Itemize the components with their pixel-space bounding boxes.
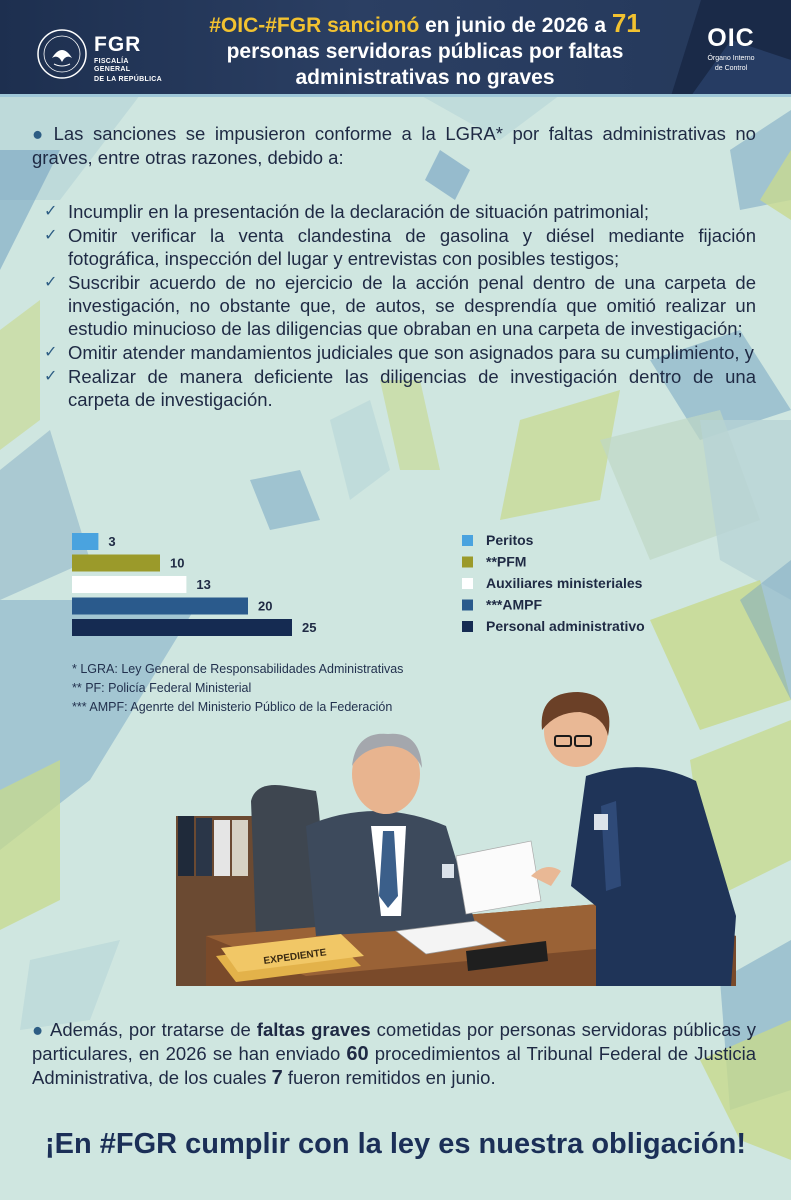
closing-paragraph — [32, 1018, 756, 1090]
sanctions-bar-chart — [60, 525, 700, 655]
closing-number-procedimientos: 60 — [346, 1043, 369, 1065]
legend-label-0: Peritos — [486, 532, 534, 548]
bar-1 — [72, 555, 160, 572]
bullet-dot-icon: ● — [32, 123, 48, 144]
legend-label-2: Auxiliares ministeriales — [486, 575, 643, 591]
list-item — [44, 365, 756, 411]
reason-text: Omitir verificar la venta clandestina de gasolina y diésel mediante fijación fotográfica, inspección del lugar y entrevistas con posibles testigos; — [68, 225, 756, 269]
list-item — [44, 341, 756, 364]
closing-text-2: cometidas por personas servidoras públicas y particulares, en 2026 se han enviado — [32, 1019, 756, 1064]
reason-text: Suscribir acuerdo de no ejercicio de la acción penal dentro de una carpeta de investigación, no obstante que, de autos, se desprendía que omitió realizar un estudio minucioso de las diligencias que obraban en una carpeta de investigación; — [68, 272, 756, 339]
page-title — [190, 10, 660, 91]
oic-logo-text: OIC — [707, 24, 755, 52]
mexico-seal-icon — [36, 28, 88, 80]
legend-swatch-1 — [462, 557, 473, 568]
office-illustration — [176, 686, 756, 991]
bar-value-label-0: 3 — [108, 534, 116, 549]
legend-label-3: ***AMPF — [486, 596, 543, 613]
list-item — [44, 224, 756, 270]
title-part1: en junio de 2026 a — [419, 14, 612, 37]
bar-value-label-1: 10 — [170, 555, 185, 571]
bar-value-label-4: 25 — [302, 620, 317, 635]
title-number: 71 — [611, 8, 641, 38]
fgr-logo-subtitle-1: FISCALÍA GENERAL — [94, 58, 131, 73]
legend-label-4: Personal administrativo — [486, 618, 645, 634]
legend-swatch-0 — [462, 535, 473, 546]
bar-2 — [72, 576, 186, 593]
check-icon: ✓ — [44, 227, 58, 244]
footnote-pfm: ** PF: Policía Federal Ministerial — [72, 681, 252, 695]
reason-text: Omitir atender mandamientos judiciales que son asignados para su cumplimiento, y — [68, 342, 754, 363]
bullet-dot-icon: ● — [32, 1019, 44, 1040]
check-icon: ✓ — [44, 274, 58, 291]
legend-swatch-4 — [462, 621, 473, 632]
intro-text: Las sanciones se impusieron conforme a la LGRA* por faltas administrativas no graves, entre otras razones, debido a: — [32, 123, 756, 168]
footnote-ampf: *** AMPF: Agenrte del Ministerio Público de la Federación — [72, 700, 393, 714]
fgr-logo-subtitle-2: DE LA REPÚBLICA — [94, 76, 163, 83]
bar-3 — [72, 598, 248, 615]
check-icon: ✓ — [44, 368, 58, 385]
check-icon: ✓ — [44, 344, 58, 361]
reason-text: Realizar de manera deficiente las diligencias de investigación dentro de una carpeta de investigación. — [68, 366, 756, 410]
check-icon: ✓ — [44, 203, 58, 220]
oic-logo — [691, 24, 771, 73]
intro-paragraph — [32, 122, 756, 170]
closing-bold-faltas-graves: faltas graves — [256, 1019, 371, 1040]
header-divider — [0, 94, 791, 97]
fgr-logo-text: FGR — [94, 33, 142, 56]
slogan: ¡En #FGR cumplir con la ley es nuestra obligación! — [45, 1128, 746, 1160]
closing-text-3: procedimientos al Tribunal Federal de Justicia Administrativa, de los cuales — [32, 1043, 756, 1088]
footnote-lgra: * LGRA: Ley General de Responsabilidades Administrativas — [72, 662, 404, 676]
legend-label-1: **PFM — [486, 553, 527, 570]
closing-text-1: Además, por tratarse de — [49, 1019, 257, 1040]
fgr-logo — [94, 34, 164, 84]
bar-value-label-2: 13 — [196, 577, 211, 592]
closing-number-junio: 7 — [271, 1067, 283, 1089]
bar-value-label-3: 20 — [258, 598, 273, 614]
folder-label: EXPEDIENTE — [262, 947, 328, 967]
bar-0 — [72, 533, 98, 550]
list-item — [44, 200, 756, 223]
reasons-list — [44, 200, 756, 412]
illustration-man — [306, 734, 476, 936]
closing-text-4: fueron remitidos en junio. — [282, 1067, 496, 1088]
legend-swatch-3 — [462, 600, 473, 611]
header-banner — [0, 0, 791, 96]
oic-logo-subtitle-1: Órgano Interno — [707, 55, 755, 62]
oic-logo-subtitle-2: de Control — [714, 65, 748, 72]
title-part2: personas servidoras públicas por faltas administrativas no graves — [226, 40, 624, 89]
title-hashtags: #OIC-#FGR sancionó — [209, 14, 420, 37]
bar-4 — [72, 619, 292, 636]
list-item — [44, 271, 756, 340]
legend-swatch-2 — [462, 578, 473, 589]
reason-text: Incumplir en la presentación de la declaración de situación patrimonial; — [68, 201, 650, 222]
